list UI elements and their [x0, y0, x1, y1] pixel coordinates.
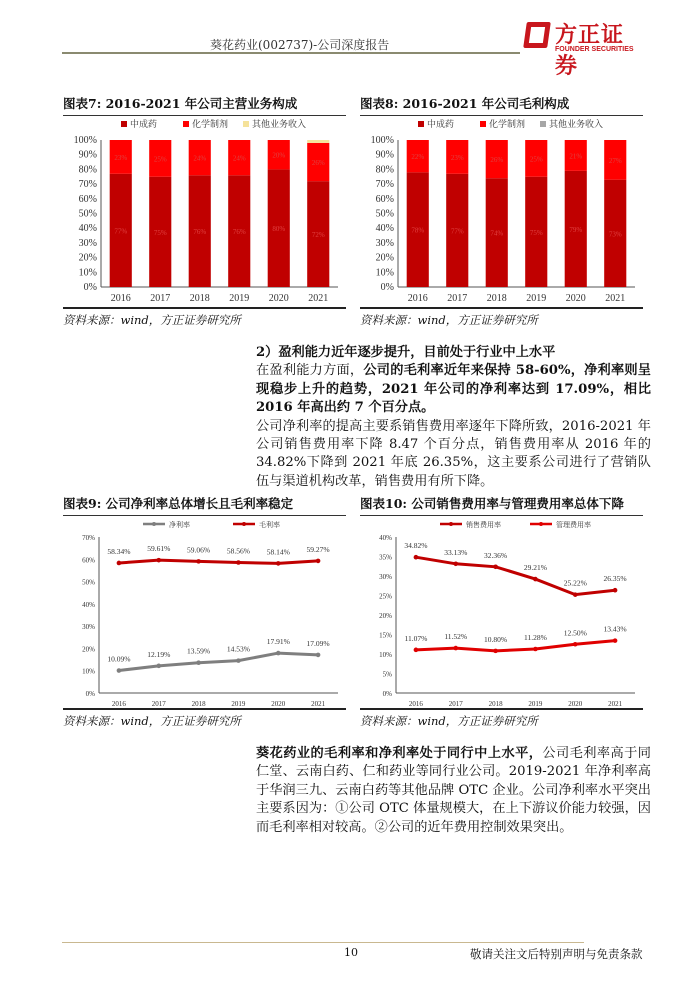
- legend-label: 中成药: [427, 119, 455, 129]
- section-1-text: [256, 344, 651, 491]
- bar-data-label: 23%: [450, 153, 464, 162]
- x-tick-label: 2019: [229, 293, 250, 304]
- bar-data-label: 20%: [272, 151, 286, 160]
- data-label: 33.13%: [444, 547, 468, 557]
- section-1-paragraph-1: 在盈利能力方面，公司的毛利率近年来保持 58-60%，净利率则呈现稳步上升的趋势，2021 年公司的净利率达到 17.09%，相比 2016 年高出约 7 个百分点。: [256, 363, 651, 416]
- figure-9-source: 资料来源：wind，方正证券研究所: [63, 708, 346, 729]
- section-2-paragraph: [256, 745, 651, 837]
- section-1-heading: 2）盈利能力近年逐步提升，目前处于行业中上水平: [256, 345, 556, 360]
- legend-label: 销售费用率: [466, 521, 501, 529]
- y-tick-label: 100%: [73, 135, 97, 146]
- legend-marker: [539, 522, 543, 526]
- y-tick-label: 10%: [375, 267, 394, 279]
- x-tick-label: 2019: [528, 700, 543, 708]
- data-point: [533, 647, 538, 652]
- figure-9-line-chart: [63, 515, 346, 710]
- legend-label: 化学制剂: [192, 119, 229, 129]
- data-point: [316, 559, 321, 564]
- data-point: [316, 653, 321, 658]
- y-tick-label: 50%: [78, 208, 97, 220]
- y-tick-label: 70%: [375, 179, 394, 191]
- figure-8-source: 资料来源：wind，方正证券研究所: [360, 307, 643, 328]
- y-tick-label: 0%: [380, 282, 394, 293]
- legend-label: 毛利率: [259, 521, 280, 529]
- report-header-title: 葵花药业(002737)-公司深度报告: [210, 38, 390, 52]
- figure-9-title: 图表9: 公司净利率总体增长且毛利率稳定: [63, 494, 346, 516]
- data-point: [276, 651, 281, 656]
- data-point: [117, 561, 122, 566]
- y-tick-label: 0%: [83, 282, 97, 293]
- x-tick-label: 2020: [565, 293, 586, 304]
- x-tick-label: 2017: [448, 700, 463, 708]
- data-label: 13.43%: [603, 624, 627, 634]
- data-label: 11.28%: [523, 633, 547, 643]
- data-point: [414, 555, 419, 560]
- legend-label: 管理费用率: [556, 521, 591, 529]
- bar-data-label: 77%: [450, 227, 464, 236]
- data-point: [493, 564, 498, 569]
- data-label: 12.19%: [147, 649, 171, 659]
- bar-data-label: 75%: [153, 228, 167, 237]
- y-tick-label: 60%: [78, 193, 97, 205]
- legend-label: 净利率: [169, 521, 190, 529]
- data-point: [414, 648, 419, 653]
- x-tick-label: 2016: [407, 293, 428, 304]
- founder-securities-logo: [525, 18, 645, 79]
- series-line: [416, 641, 615, 651]
- y-tick-label: 30%: [78, 237, 97, 249]
- legend-marker: [242, 522, 246, 526]
- data-label: 32.36%: [484, 550, 508, 560]
- x-tick-label: 2021: [311, 700, 326, 708]
- x-tick-label: 2020: [268, 293, 289, 304]
- y-tick-label: 90%: [375, 149, 394, 161]
- y-tick-label: 40%: [82, 600, 95, 609]
- data-point: [453, 646, 458, 651]
- bar-data-label: 77%: [114, 227, 128, 236]
- data-point: [613, 588, 618, 593]
- y-tick-label: 10%: [78, 267, 97, 279]
- x-tick-label: 2016: [110, 293, 131, 304]
- data-point: [453, 561, 458, 566]
- data-point: [196, 660, 201, 665]
- x-tick-label: 2017: [150, 293, 171, 304]
- y-tick-label: 40%: [375, 223, 394, 235]
- data-label: 29.21%: [523, 563, 547, 573]
- y-tick-label: 100%: [370, 135, 394, 146]
- header-divider: [62, 52, 520, 54]
- data-label: 58.14%: [266, 547, 290, 557]
- legend-swatch: [121, 121, 127, 127]
- y-tick-label: 20%: [375, 252, 394, 264]
- y-tick-label: 80%: [78, 164, 97, 176]
- section-2-lead: 葵花药业的毛利率和净利率处于同行中上水平，: [256, 746, 543, 761]
- x-tick-label: 2021: [605, 293, 626, 304]
- series-line: [119, 560, 318, 563]
- y-tick-label: 30%: [82, 623, 95, 632]
- data-label: 26.35%: [603, 574, 627, 584]
- y-tick-label: 20%: [379, 612, 392, 620]
- bar-data-label: 25%: [529, 155, 543, 164]
- y-tick-label: 30%: [375, 237, 394, 249]
- legend-swatch: [480, 121, 486, 127]
- data-point: [573, 642, 578, 647]
- data-label: 59.61%: [147, 544, 171, 554]
- bar-data-label: 26%: [490, 156, 504, 165]
- y-tick-label: 90%: [78, 149, 97, 161]
- y-tick-label: 20%: [78, 252, 97, 264]
- y-tick-label: 10%: [379, 651, 392, 659]
- bar-segment: [307, 140, 329, 143]
- data-point: [156, 558, 161, 563]
- data-label: 59.27%: [306, 544, 330, 554]
- data-label: 14.53%: [226, 644, 250, 654]
- y-tick-label: 30%: [379, 573, 392, 581]
- bar-data-label: 24%: [193, 154, 207, 163]
- bar-data-label: 74%: [490, 229, 504, 238]
- legend-swatch: [183, 121, 189, 127]
- data-point: [236, 658, 241, 663]
- data-point: [276, 561, 281, 566]
- legend-label: 中成药: [130, 119, 158, 129]
- y-tick-label: 40%: [78, 223, 97, 235]
- bar-data-label: 26%: [311, 159, 325, 168]
- bar-data-label: 23%: [114, 153, 128, 162]
- x-tick-label: 2018: [189, 293, 210, 304]
- figure-7-title: 图表7: 2016-2021 年公司主营业务构成: [63, 94, 346, 116]
- legend-swatch: [540, 121, 546, 127]
- y-tick-label: 80%: [375, 164, 394, 176]
- data-point: [573, 592, 578, 597]
- data-label: 58.56%: [226, 546, 250, 556]
- footer-divider: [62, 942, 584, 943]
- legend-swatch: [243, 121, 249, 127]
- data-label: 10.80%: [484, 634, 508, 644]
- data-point: [613, 638, 618, 643]
- y-tick-label: 70%: [82, 534, 95, 542]
- data-point: [493, 649, 498, 654]
- bar-data-label: 79%: [569, 225, 583, 234]
- x-tick-label: 2016: [111, 700, 126, 708]
- data-label: 11.52%: [444, 632, 468, 642]
- data-label: 34.82%: [404, 541, 428, 551]
- y-tick-label: 50%: [375, 208, 394, 220]
- bar-data-label: 76%: [193, 228, 207, 237]
- x-tick-label: 2021: [308, 293, 329, 304]
- y-tick-label: 50%: [82, 578, 95, 587]
- figure-8-stacked-bar-chart: [360, 115, 643, 310]
- logo-mark-icon: [523, 22, 551, 48]
- legend-marker: [152, 522, 156, 526]
- bar-data-label: 27%: [608, 156, 622, 165]
- bar-data-label: 21%: [569, 152, 583, 161]
- data-label: 25.22%: [563, 578, 587, 588]
- y-tick-label: 25%: [379, 592, 392, 601]
- y-tick-label: 40%: [379, 534, 392, 542]
- x-tick-label: 2016: [408, 700, 423, 708]
- data-point: [117, 668, 122, 673]
- figure-10-title: 图表10: 公司销售费用率与管理费用率总体下降: [360, 494, 643, 516]
- data-label: 17.09%: [306, 638, 330, 648]
- y-tick-label: 10%: [82, 667, 95, 676]
- data-label: 10.09%: [107, 654, 131, 664]
- bar-data-label: 78%: [411, 226, 425, 235]
- figure-10-line-chart: [360, 515, 643, 710]
- logo-text-en: FOUNDER SECURITIES: [555, 46, 634, 53]
- series-line: [416, 557, 615, 594]
- x-tick-label: 2020: [271, 700, 286, 708]
- data-label: 59.06%: [187, 545, 211, 555]
- data-point: [196, 559, 201, 564]
- y-tick-label: 0%: [85, 690, 95, 698]
- legend-swatch: [418, 121, 424, 127]
- figure-7-source: 资料来源：wind，方正证券研究所: [63, 307, 346, 328]
- data-label: 13.59%: [187, 646, 211, 656]
- data-label: 11.07%: [404, 633, 428, 643]
- bar-data-label: 72%: [311, 231, 325, 240]
- legend-label: 化学制剂: [489, 119, 526, 129]
- y-tick-label: 35%: [379, 553, 392, 562]
- x-tick-label: 2020: [568, 700, 583, 708]
- figure-8-title: 图表8: 2016-2021 年公司毛利构成: [360, 94, 643, 116]
- x-tick-label: 2018: [486, 293, 507, 304]
- x-tick-label: 2021: [608, 700, 623, 708]
- data-label: 17.91%: [266, 637, 290, 647]
- bar-data-label: 22%: [411, 153, 425, 162]
- bar-data-label: 73%: [608, 230, 622, 239]
- bar-data-label: 24%: [232, 154, 246, 163]
- logo-text-cn: 方正证券: [555, 23, 625, 79]
- data-point: [533, 577, 538, 582]
- bar-data-label: 25%: [153, 155, 167, 164]
- x-tick-label: 2018: [191, 700, 206, 708]
- data-point: [156, 664, 161, 669]
- data-point: [236, 560, 241, 565]
- data-label: 12.50%: [563, 628, 587, 638]
- legend-label: 其他业务收入: [549, 119, 604, 129]
- y-tick-label: 0%: [382, 690, 392, 698]
- y-tick-label: 15%: [379, 631, 392, 640]
- y-tick-label: 60%: [375, 193, 394, 205]
- x-tick-label: 2018: [488, 700, 503, 708]
- y-tick-label: 70%: [78, 179, 97, 191]
- bar-data-label: 75%: [529, 228, 543, 237]
- bar-data-label: 76%: [232, 228, 246, 237]
- y-tick-label: 20%: [82, 645, 95, 654]
- x-tick-label: 2019: [526, 293, 547, 304]
- page-number: 10: [344, 946, 358, 959]
- disclaimer-link[interactable]: 敬请关注文后特别声明与免责条款: [470, 947, 643, 961]
- y-tick-label: 60%: [82, 556, 95, 565]
- bar-data-label: 80%: [272, 225, 286, 234]
- section-2-body: 公司毛利率高于同仁堂、云南白药、仁和药业等同行业公司。2019-2021 年净利率高于华润三九、云南白药等其他品牌 OTC 企业。公司净利率水平突出主要系因为：①公司 OTC 体量规模大，在上下游议价能力较强，因而毛利率相对较高。②公司的近年费用控制效果突出。: [256, 746, 651, 835]
- figure-7-stacked-bar-chart: [63, 115, 346, 310]
- figure-10-source: 资料来源：wind，方正证券研究所: [360, 708, 643, 729]
- legend-label: 其他业务收入: [252, 119, 307, 129]
- x-tick-label: 2017: [447, 293, 468, 304]
- y-tick-label: 5%: [382, 670, 392, 679]
- section-1-paragraph-2: 公司净利率的提高主要系销售费用率逐年下降所致，2016-2021 年公司销售费用率下降 8.47 个百分点，销售费用率从 2016 年的 34.82%下降到 2021 年底 26.35%，这主要系公司进行了营销队伍与渠道机构改革，销售费用有所下降。: [256, 418, 651, 489]
- x-tick-label: 2019: [231, 700, 246, 708]
- legend-marker: [449, 522, 453, 526]
- x-tick-label: 2017: [151, 700, 166, 708]
- data-label: 58.34%: [107, 546, 131, 556]
